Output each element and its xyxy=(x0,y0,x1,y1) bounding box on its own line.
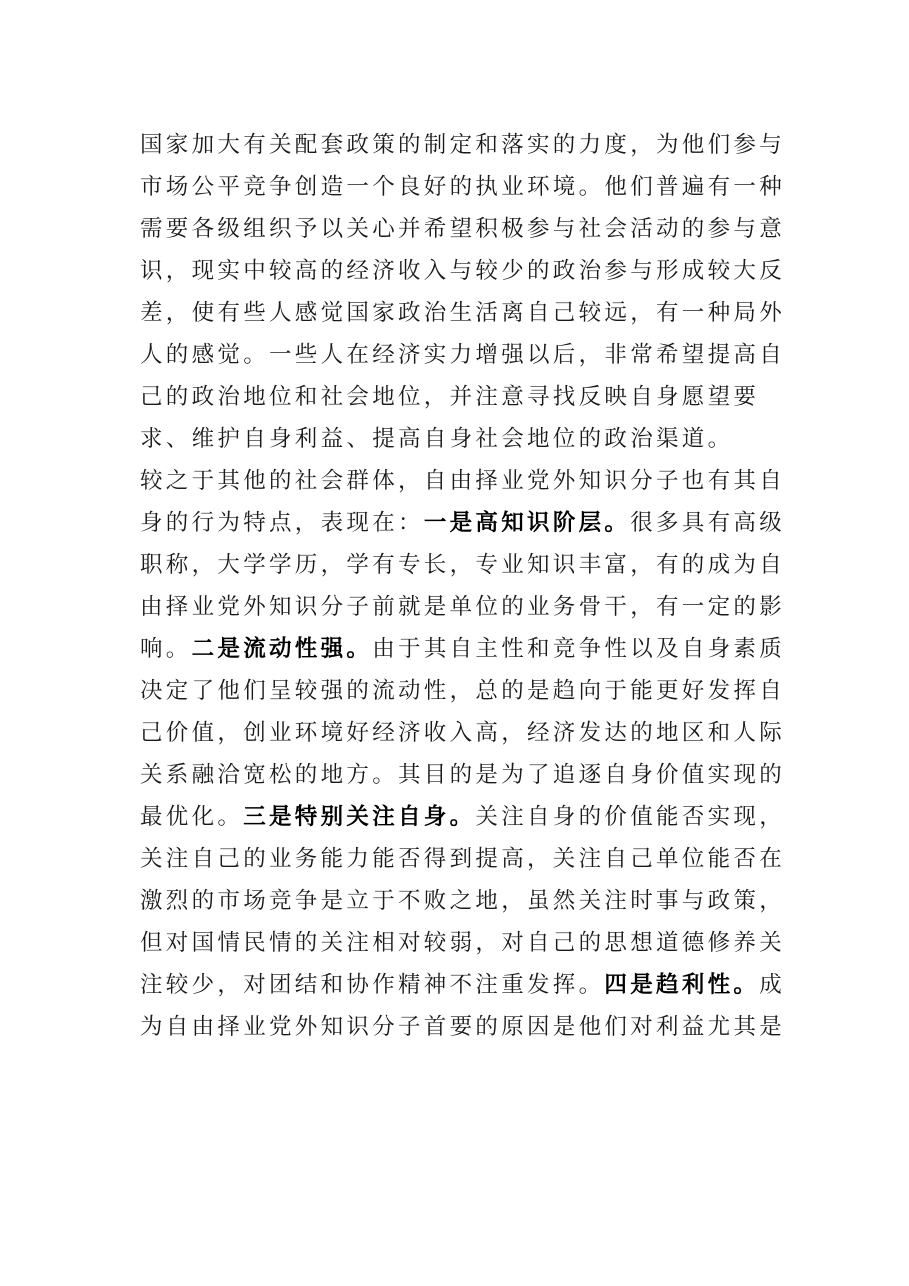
body-text-segment: 由于其自主性和竞争性以及自身素质 xyxy=(372,636,786,662)
body-text-segment: 但对国情民情的关注相对较弱，对自己的思想道德修养关 xyxy=(140,930,786,956)
body-text-segment: 成 xyxy=(759,972,786,998)
text-line xyxy=(140,292,786,334)
body-text-segment: 由择业党外知识分子前就是单位的业务骨干，有一定的影 xyxy=(140,594,786,620)
text-line xyxy=(140,628,786,670)
body-text-segment: 较之于其他的社会群体，自由择业党外知识分子也有其自 xyxy=(140,468,786,494)
text-line xyxy=(140,880,786,922)
body-text-segment: 人的感觉。一些人在经济实力增强以后，非常希望提高自 xyxy=(140,342,786,368)
body-text-segment: 识，现实中较高的经济收入与较少的政治参与形成较大反 xyxy=(140,258,786,284)
text-line xyxy=(140,712,786,754)
body-text-segment: 求、维护自身利益、提高自身社会地位的政治渠道。 xyxy=(140,426,734,452)
body-text-segment: 职称，大学学历，学有专长，专业知识丰富，有的成为自 xyxy=(140,552,786,578)
body-text-segment: 决定了他们呈较强的流动性，总的是趋向于能更好发挥自 xyxy=(140,678,786,704)
body-text-segment: 身的行为特点，表现在： xyxy=(140,510,424,536)
bold-heading-text: 三是特别关注自身。 xyxy=(243,804,476,830)
body-text-segment: 市场公平竞争创造一个良好的执业环境。他们普遍有一种 xyxy=(140,174,786,200)
body-text-segment: 激烈的市场竞争是立于不败之地，虽然关注时事与政策， xyxy=(140,888,786,914)
body-text-segment: 己价值，创业环境好经济收入高，经济发达的地区和人际 xyxy=(140,720,786,746)
body-text-segment: 己的政治地位和社会地位，并注意寻找反映自身愿望要 xyxy=(140,384,760,410)
body-text-segment: 注较少，对团结和协作精神不注重发挥。 xyxy=(140,972,605,998)
bold-heading-text: 一是高知识阶层。 xyxy=(423,510,631,536)
body-text-segment: 需要各级组织予以关心并希望积极参与社会活动的参与意 xyxy=(140,216,786,242)
body-text xyxy=(140,124,786,1048)
text-line xyxy=(140,586,786,628)
body-text-segment: 最优化。 xyxy=(140,804,244,830)
body-text-segment: 国家加大有关配套政策的制定和落实的力度，为他们参与 xyxy=(140,132,786,158)
text-line xyxy=(140,334,786,376)
text-line xyxy=(140,922,786,964)
text-line xyxy=(140,124,786,166)
text-line xyxy=(140,208,786,250)
text-line xyxy=(140,754,786,796)
text-line xyxy=(140,1006,786,1048)
body-text-segment: 很多具有高级 xyxy=(630,510,786,536)
body-text-segment: 关系融洽宽松的地方。其目的是为了追逐自身价值实现的 xyxy=(140,762,786,788)
text-line xyxy=(140,460,786,502)
body-text-segment: 差，使有些人感觉国家政治生活离自己较远，有一种局外 xyxy=(140,300,786,326)
text-line xyxy=(140,838,786,880)
body-text-segment: 响。 xyxy=(140,636,192,662)
text-line xyxy=(140,544,786,586)
bold-heading-text: 四是趋利性。 xyxy=(604,972,760,998)
bold-heading-text: 二是流动性强。 xyxy=(191,636,373,662)
text-line xyxy=(140,502,786,544)
text-line xyxy=(140,250,786,292)
text-line xyxy=(140,376,780,418)
text-line xyxy=(140,418,780,460)
body-text-segment: 关注自己的业务能力能否得到提高，关注自己单位能否在 xyxy=(140,846,786,872)
text-line xyxy=(140,796,786,838)
body-text-segment: 关注自身的价值能否实现， xyxy=(475,804,786,830)
text-line xyxy=(140,964,786,1006)
body-text-segment: 为自由择业党外知识分子首要的原因是他们对利益尤其是 xyxy=(140,1014,786,1040)
text-line xyxy=(140,166,786,208)
text-line xyxy=(140,670,786,712)
